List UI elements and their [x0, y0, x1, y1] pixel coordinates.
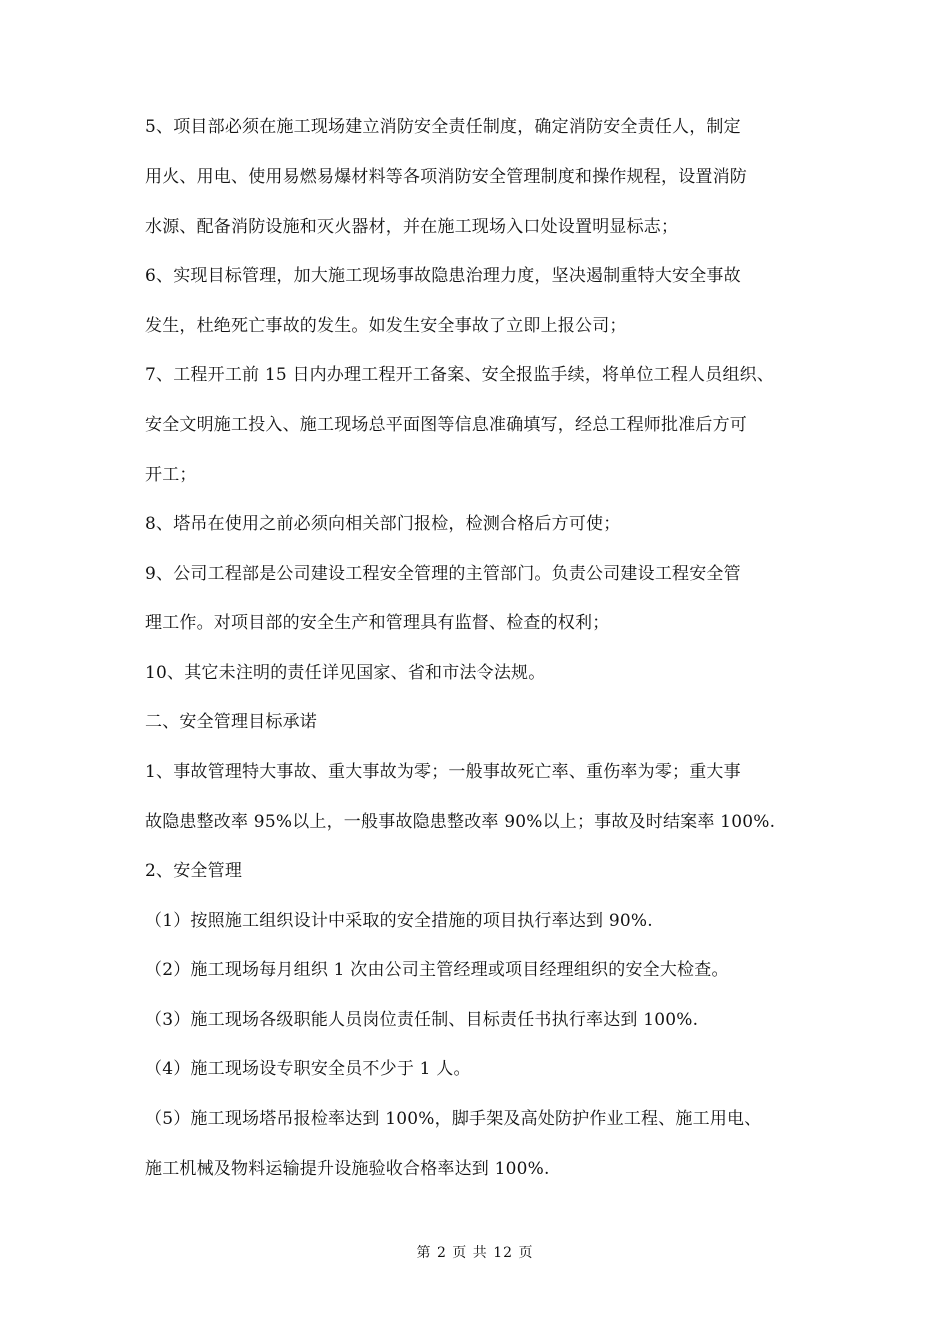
text-line: 施工机械及物料运输提升设施验收合格率达到 100%.: [145, 1159, 550, 1179]
text-line: 5、项目部必须在施工现场建立消防安全责任制度，确定消防安全责任人，制定: [145, 117, 741, 137]
text-line: 9、公司工程部是公司建设工程安全管理的主管部门。负责公司建设工程安全管: [145, 564, 741, 584]
list-item: （5）施工现场塔吊报检率达到 100%，脚手架及高处防护作业工程、施工用电、: [145, 1109, 762, 1129]
list-item: （3）施工现场各级职能人员岗位责任制、目标责任书执行率达到 100%.: [145, 1010, 699, 1030]
text-line: 8、塔吊在使用之前必须向相关部门报检，检测合格后方可使；: [145, 514, 621, 534]
text-line: 故隐患整改率 95%以上，一般事故隐患整改率 90%以上；事故及时结案率 100%.: [145, 812, 776, 832]
page-number-footer: 第 2 页 共 12 页: [416, 1245, 534, 1261]
text-line: 用火、用电、使用易燃易爆材料等各项消防安全管理制度和操作规程，设置消防: [145, 167, 747, 187]
text-line: 10、其它未注明的责任详见国家、省和市法令法规。: [145, 663, 546, 683]
text-line: 安全文明施工投入、施工现场总平面图等信息准确填写，经总工程师批准后方可: [145, 415, 747, 435]
text-line: 发生，杜绝死亡事故的发生。如发生安全事故了立即上报公司；: [145, 316, 627, 336]
list-item: （1）按照施工组织设计中采取的安全措施的项目执行率达到 90%.: [145, 911, 653, 931]
subsection-heading: 2、安全管理: [145, 861, 243, 881]
text-line: 7、工程开工前 15 日内办理工程开工备案、安全报监手续，将单位工程人员组织、: [145, 365, 775, 385]
text-line: 开工；: [145, 465, 197, 485]
list-item: （4）施工现场设专职安全员不少于 1 人。: [145, 1059, 471, 1079]
section-heading: 二、安全管理目标承诺: [145, 712, 317, 732]
text-line: 6、实现目标管理，加大施工现场事故隐患治理力度，坚决遏制重特大安全事故: [145, 266, 741, 286]
text-line: 理工作。对项目部的安全生产和管理具有监督、检查的权利；: [145, 613, 610, 633]
list-item: （2）施工现场每月组织 1 次由公司主管经理或项目经理组织的安全大检查。: [145, 960, 729, 980]
text-line: 1、事故管理特大事故、重大事故为零；一般事故死亡率、重伤率为零；重大事: [145, 762, 741, 782]
text-line: 水源、配备消防设施和灭火器材，并在施工现场入口处设置明显标志；: [145, 217, 679, 237]
